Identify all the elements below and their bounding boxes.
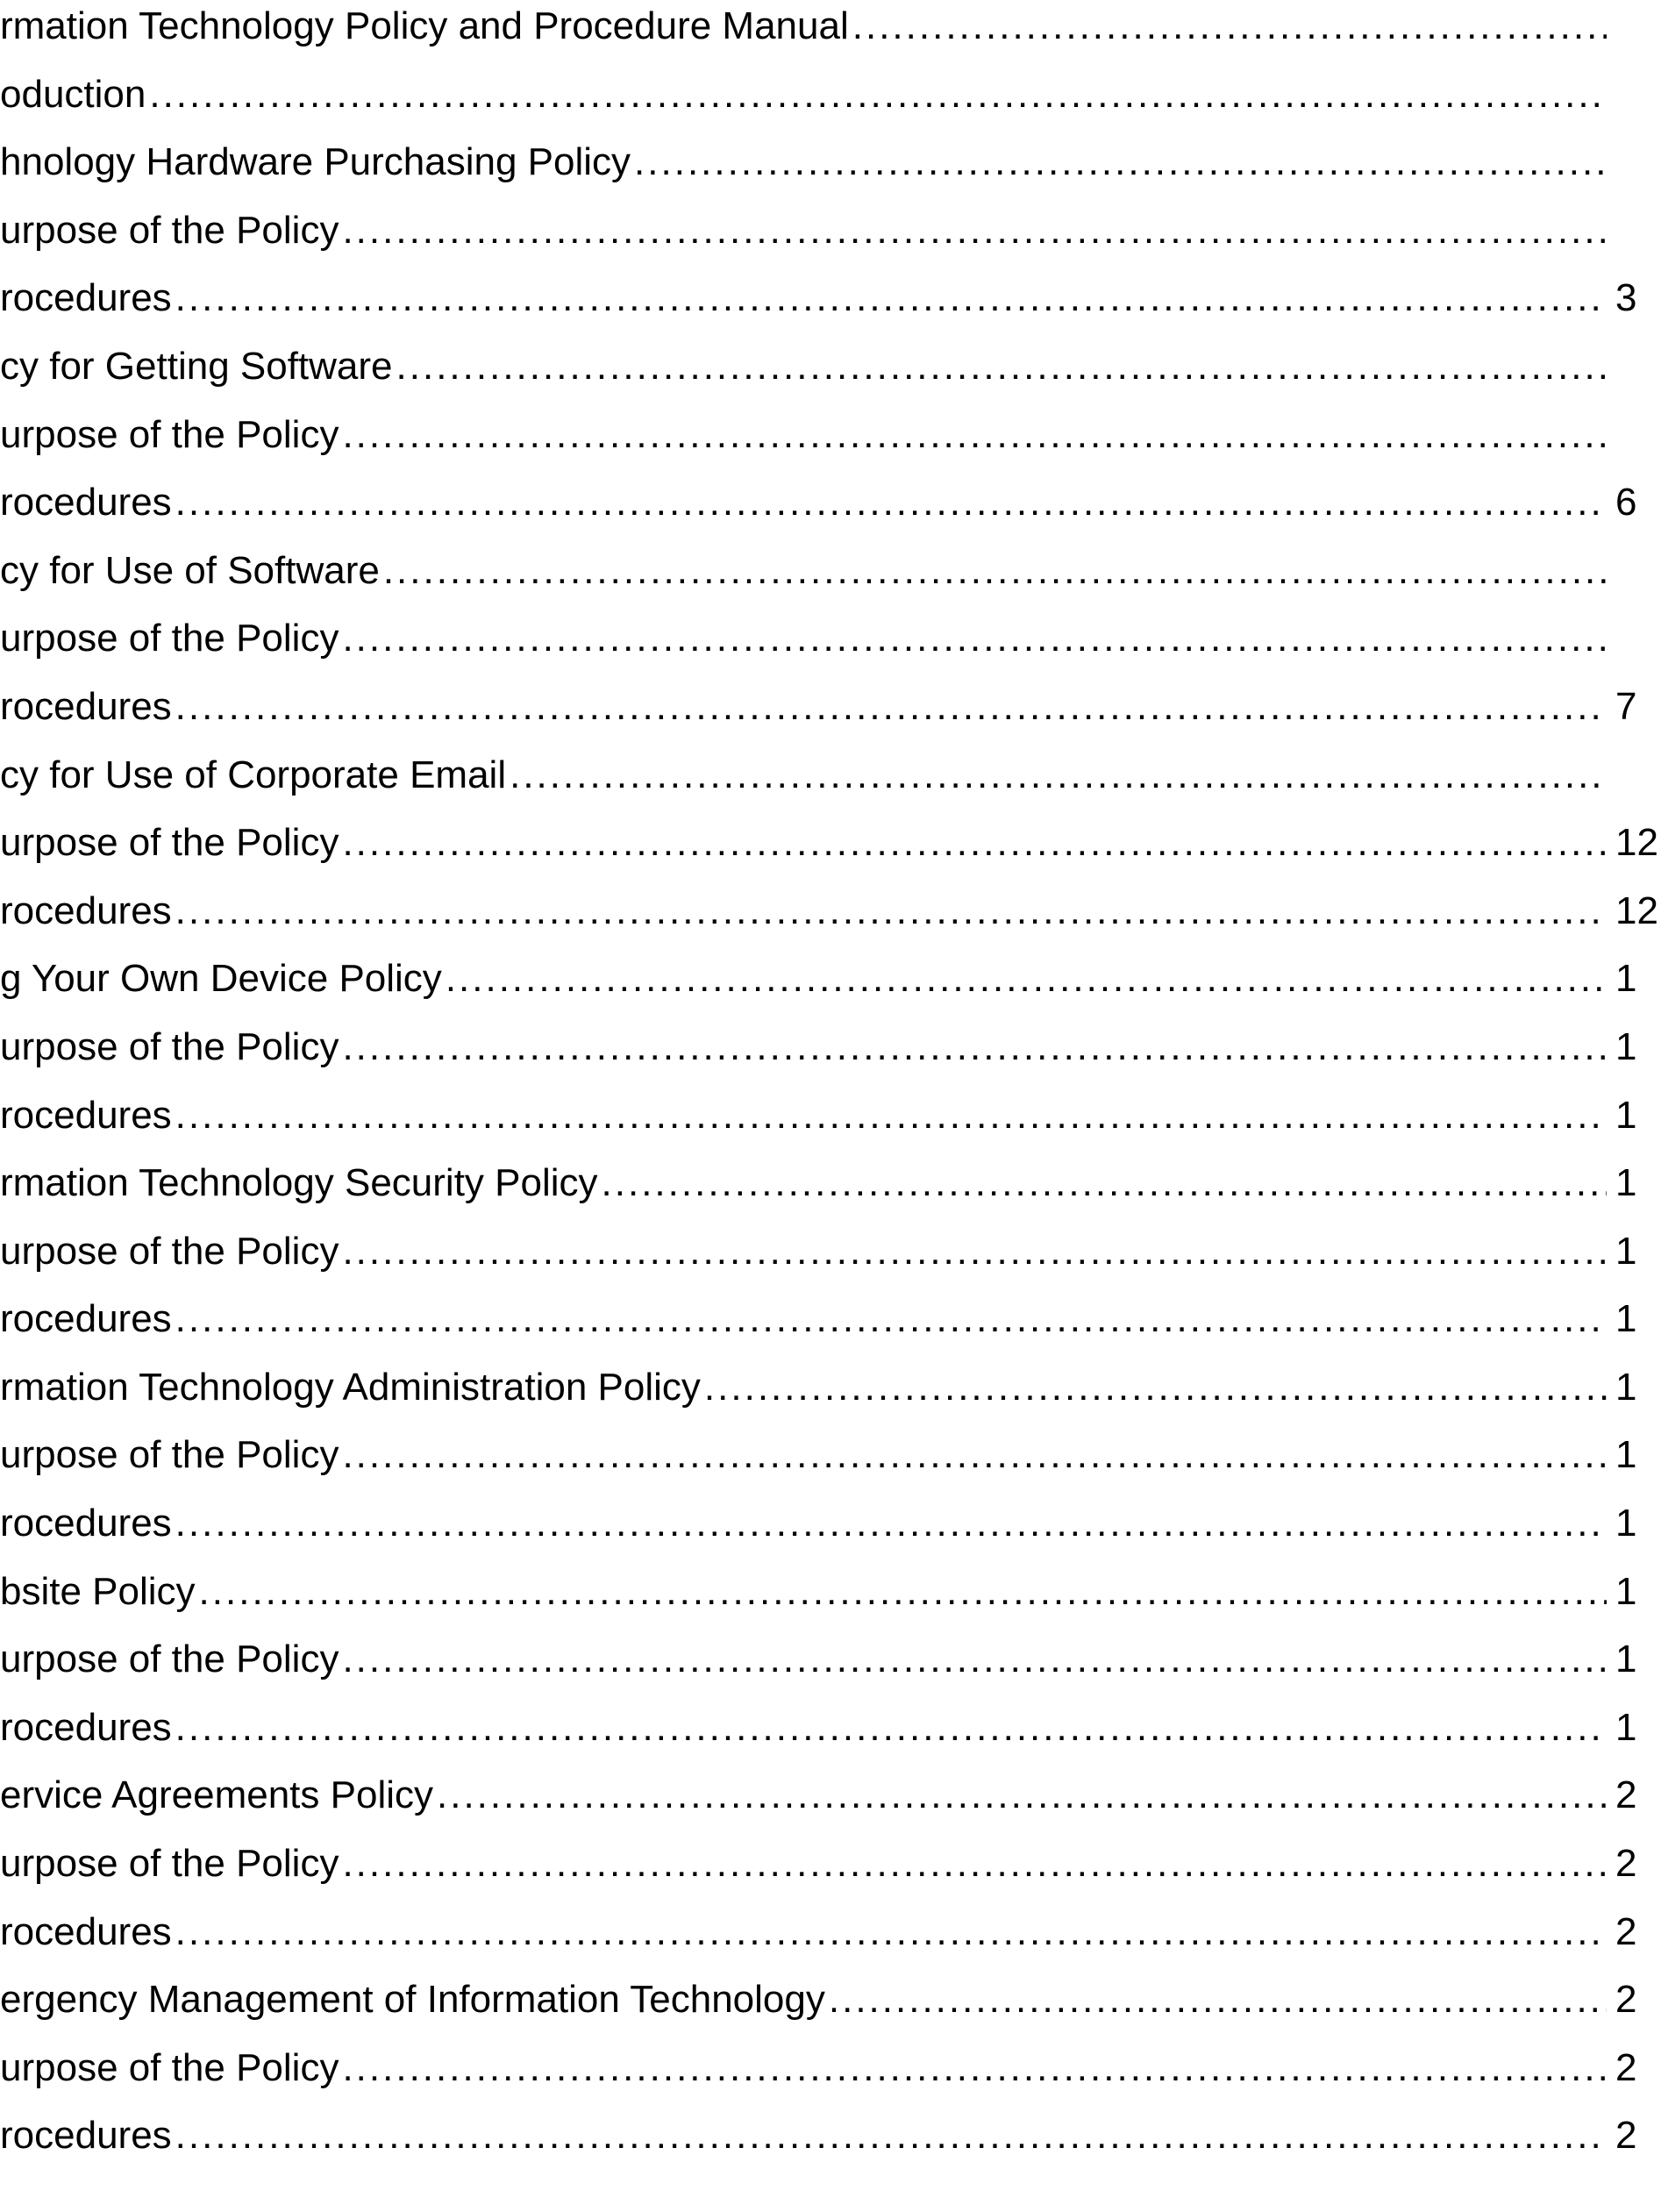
toc-entry[interactable]	[0, 1975, 1661, 2044]
toc-entry[interactable]	[0, 410, 1661, 479]
toc-entry-title: rocedures	[0, 2114, 172, 2158]
dot-leader	[342, 2044, 1607, 2093]
toc-entry[interactable]	[0, 1839, 1661, 1908]
toc-entry-title: urpose of the Policy	[0, 1638, 339, 1681]
dot-leader	[175, 1499, 1607, 1548]
toc-entry[interactable]	[0, 682, 1661, 751]
toc-entry-title: rmation Technology Policy and Procedure Manual	[0, 4, 849, 47]
toc-entry[interactable]	[0, 1703, 1661, 1772]
toc-entry-title: urpose of the Policy	[0, 1229, 339, 1273]
dot-leader	[175, 274, 1607, 323]
toc-entry-page: 1	[1615, 1297, 1637, 1341]
dot-leader	[829, 1975, 1607, 2024]
dot-leader	[175, 1091, 1607, 1140]
toc-entry[interactable]	[0, 1908, 1661, 1976]
toc-entry[interactable]	[0, 1431, 1661, 1499]
toc-entry[interactable]	[0, 274, 1661, 342]
dot-leader	[175, 1908, 1607, 1957]
toc-entry-title: cy for Getting Software	[0, 344, 393, 388]
toc-entry[interactable]	[0, 546, 1661, 615]
dot-leader	[342, 818, 1607, 867]
toc-entry[interactable]	[0, 138, 1661, 206]
toc-entry-title: rocedures	[0, 1909, 172, 1953]
dot-leader	[175, 682, 1607, 731]
toc-entry-title: rocedures	[0, 888, 172, 932]
toc-entry-page: 1	[1615, 1365, 1637, 1409]
toc-entry-page: 2	[1615, 1978, 1637, 2022]
toc-entry[interactable]	[0, 751, 1661, 819]
toc-entry[interactable]	[0, 1227, 1661, 1295]
toc-entry-title: oduction	[0, 72, 146, 116]
toc-entry-title: ergency Management of Information Technology	[0, 1978, 825, 2022]
toc-entry-title: rocedures	[0, 481, 172, 524]
dot-leader	[342, 206, 1607, 255]
toc-entry-page: 2	[1615, 2114, 1637, 2158]
toc-entry[interactable]	[0, 2111, 1661, 2180]
toc-entry[interactable]	[0, 1159, 1661, 1227]
toc-entry-page: 2	[1615, 2045, 1637, 2089]
dot-leader	[175, 478, 1607, 527]
dot-leader	[446, 954, 1607, 1003]
toc-entry[interactable]	[0, 478, 1661, 546]
toc-entry-page: 1	[1615, 1433, 1637, 1477]
toc-entry-title: urpose of the Policy	[0, 208, 339, 252]
dot-leader	[175, 2111, 1607, 2160]
toc-entry-title: rocedures	[0, 1502, 172, 1545]
toc-entry-title: g Your Own Device Policy	[0, 957, 442, 1001]
toc-entry-page: 1	[1615, 1093, 1637, 1137]
toc-entry-page: 1	[1615, 1638, 1637, 1681]
toc-entry-page: 1	[1615, 1569, 1637, 1613]
dot-leader	[175, 1703, 1607, 1752]
dot-leader	[704, 1363, 1607, 1412]
dot-leader	[342, 1227, 1607, 1276]
toc-entry[interactable]	[0, 1295, 1661, 1363]
toc-entry-title: rocedures	[0, 1297, 172, 1341]
toc-entry-page: 6	[1615, 481, 1637, 524]
toc-entry-title: urpose of the Policy	[0, 821, 339, 865]
toc-entry-title: cy for Use of Corporate Email	[0, 753, 507, 796]
toc-entry-page: 1	[1615, 1705, 1637, 1749]
toc-entry[interactable]	[0, 887, 1661, 955]
toc-entry[interactable]	[0, 1499, 1661, 1567]
toc-entry-title: urpose of the Policy	[0, 1842, 339, 1886]
toc-entry-page: 1	[1615, 957, 1637, 1001]
toc-entry-page: 1	[1615, 1502, 1637, 1545]
dot-leader	[342, 1431, 1607, 1480]
dot-leader	[437, 1771, 1607, 1820]
toc-entry-page: 2	[1615, 1842, 1637, 1886]
toc-entry-page: 1	[1615, 1024, 1637, 1068]
toc-entry[interactable]	[0, 614, 1661, 682]
dot-leader	[396, 342, 1607, 391]
dot-leader	[175, 1295, 1607, 1344]
toc-entry-title: rmation Technology Security Policy	[0, 1161, 598, 1205]
toc-entry-page: 1	[1615, 1161, 1637, 1205]
toc-entry-page: 12	[1615, 821, 1658, 865]
toc-entry[interactable]	[0, 1567, 1661, 1636]
toc-entry-title: rocedures	[0, 1705, 172, 1749]
dot-leader	[175, 887, 1607, 936]
toc-entry-page: 3	[1615, 276, 1637, 320]
toc-entry-title: hnology Hardware Purchasing Policy	[0, 140, 631, 184]
toc-entry-title: rocedures	[0, 684, 172, 728]
toc-entry-page: 12	[1615, 888, 1658, 932]
toc-entry[interactable]	[0, 2, 1661, 70]
toc-entry-title: cy for Use of Software	[0, 548, 380, 592]
toc-entry-title: rocedures	[0, 1093, 172, 1137]
toc-entry-page: 7	[1615, 684, 1637, 728]
toc-entry-title: rmation Technology Administration Policy	[0, 1365, 701, 1409]
toc-entry[interactable]	[0, 70, 1661, 139]
toc-entry-title: urpose of the Policy	[0, 2045, 339, 2089]
dot-leader	[342, 1839, 1607, 1888]
toc-entry[interactable]	[0, 2044, 1661, 2112]
dot-leader	[342, 410, 1607, 460]
toc-entry[interactable]	[0, 206, 1661, 275]
dot-leader	[199, 1567, 1607, 1616]
toc-entry[interactable]	[0, 1091, 1661, 1160]
toc-entry-title: urpose of the Policy	[0, 617, 339, 660]
toc-entry[interactable]	[0, 1771, 1661, 1839]
toc-entry-page: 2	[1615, 1773, 1637, 1817]
toc-entry-title: rocedures	[0, 276, 172, 320]
dot-leader	[634, 138, 1607, 187]
toc-entry-title: urpose of the Policy	[0, 1024, 339, 1068]
toc-entry-page: 1	[1615, 1229, 1637, 1273]
toc-entry-title: ervice Agreements Policy	[0, 1773, 433, 1817]
toc-entry[interactable]	[0, 1023, 1661, 1091]
dot-leader	[852, 2, 1607, 51]
toc-entry[interactable]	[0, 818, 1661, 887]
dot-leader	[602, 1159, 1607, 1208]
dot-leader	[510, 751, 1607, 800]
toc-entry-title: urpose of the Policy	[0, 412, 339, 456]
toc-entry-title: urpose of the Policy	[0, 1433, 339, 1477]
dot-leader	[342, 1635, 1607, 1684]
toc-entry[interactable]	[0, 954, 1661, 1023]
dot-leader	[342, 614, 1607, 663]
dot-leader	[342, 1023, 1607, 1072]
toc-entry[interactable]	[0, 1363, 1661, 1431]
toc-entry-title: bsite Policy	[0, 1569, 196, 1613]
dot-leader	[383, 546, 1607, 596]
dot-leader	[149, 70, 1607, 119]
toc-entry-page: 2	[1615, 1909, 1637, 1953]
toc-entry[interactable]	[0, 1635, 1661, 1703]
toc-entry[interactable]	[0, 342, 1661, 410]
